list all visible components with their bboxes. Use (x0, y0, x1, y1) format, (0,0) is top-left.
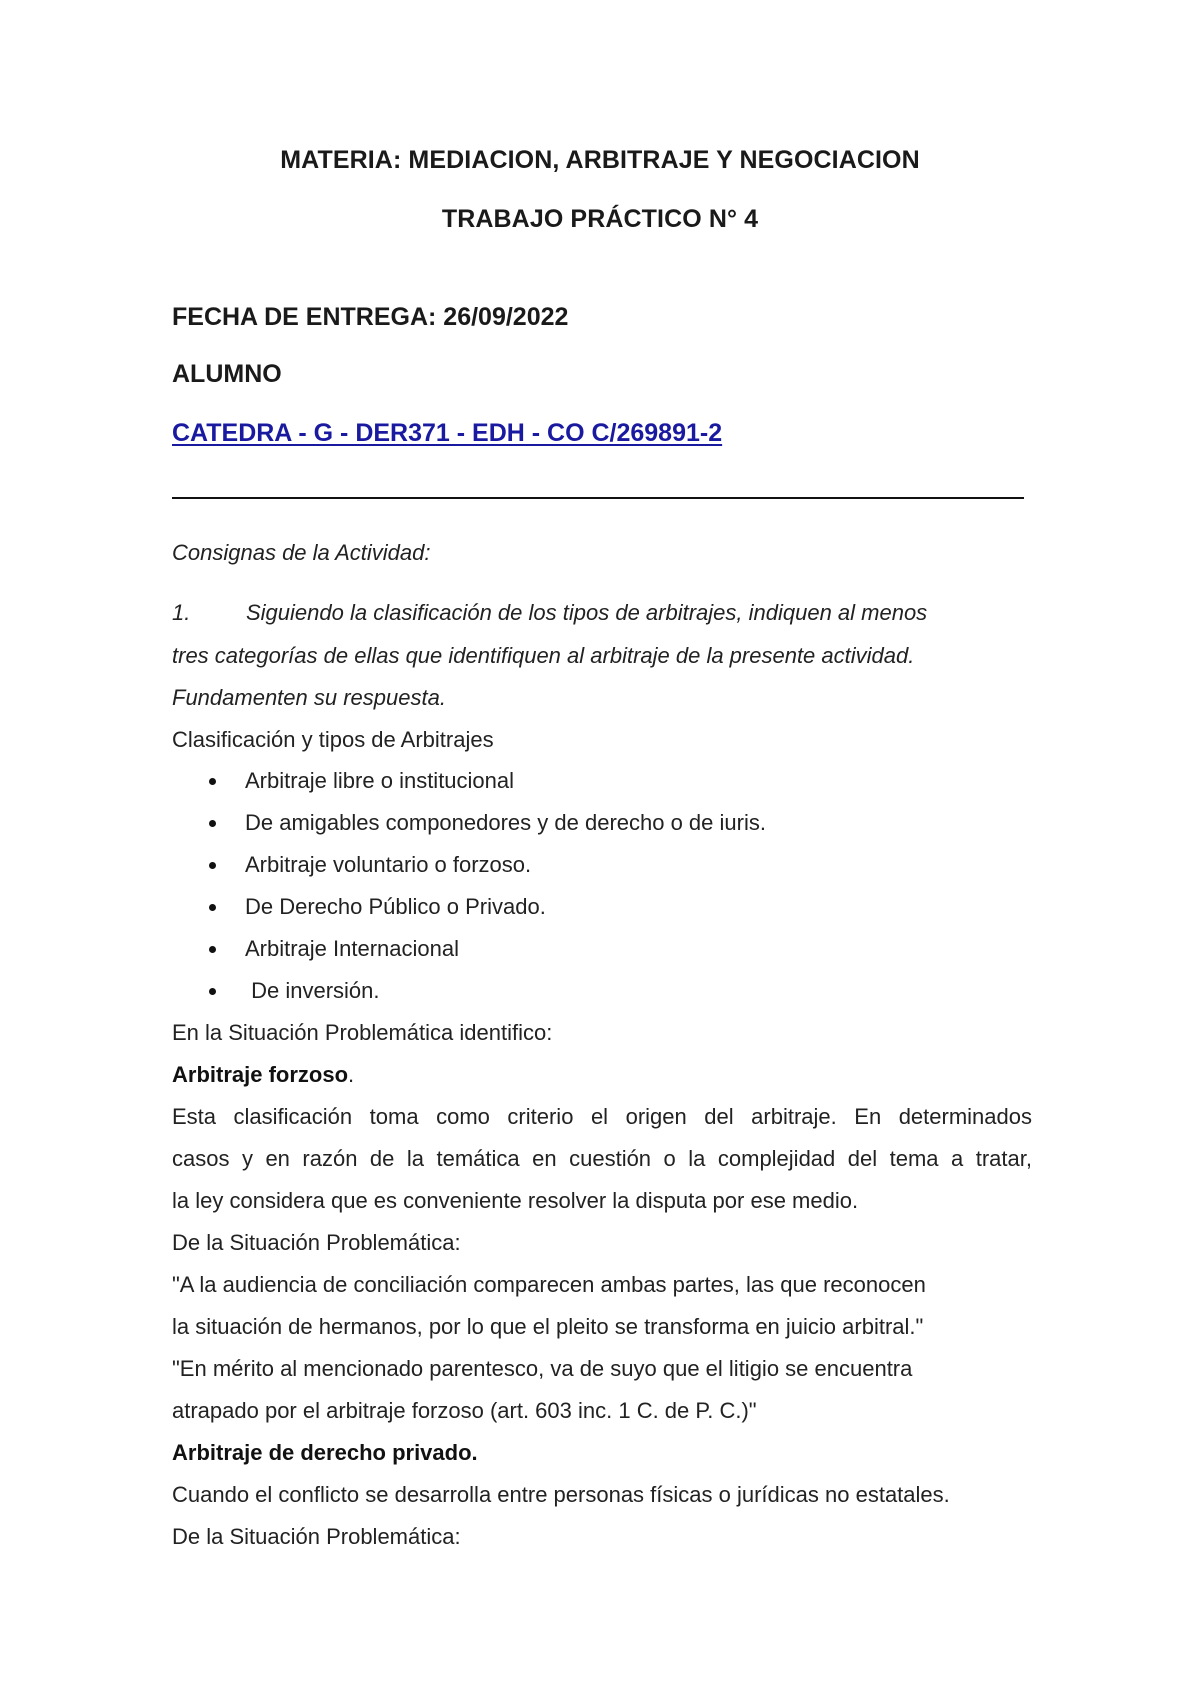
forzoso-line-1: Esta clasificación toma como criterio el origen del arbitraje. En determinados (172, 1104, 1032, 1129)
list-item-text: De inversión. (245, 978, 380, 1003)
privado-heading: Arbitraje de derecho privado. (172, 1440, 478, 1465)
list-item-text: Arbitraje Internacional (245, 936, 460, 961)
quote-1-line-1: "A la audiencia de conciliación comparecen ambas partes, las que reconocen (172, 1272, 926, 1297)
forzoso-line-2: casos y en razón de la temática en cuestión o la complejidad del tema a tratar, (172, 1146, 1032, 1171)
course-link[interactable]: CATEDRA - G - DER371 - EDH - CO C/269891-2 (172, 419, 723, 447)
quote-2-line-2: atrapado por el arbitraje forzoso (art. 603 inc. 1 C. de P. C.)" (172, 1398, 757, 1423)
forzoso-line-3: la ley considera que es conveniente resolver la disputa por ese medio. (172, 1188, 859, 1213)
situacion-label-1: De la Situación Problemática: (172, 1230, 461, 1255)
item-number: 1. (172, 600, 191, 625)
list-item-text: Arbitraje libre o institucional (245, 768, 515, 793)
forzoso-title: Arbitraje forzoso (172, 1062, 349, 1087)
bullet-icon (209, 904, 216, 911)
bullet-icon (209, 820, 216, 827)
list-item-text: De Derecho Público o Privado. (245, 894, 546, 919)
quote-1-line-2: la situación de hermanos, por lo que el pleito se transforma en juicio arbitral." (172, 1314, 924, 1339)
student-label: ALUMNO (172, 360, 282, 388)
quote-2-line-1: "En mérito al mencionado parentesco, va de suyo que el litigio se encuentra (172, 1356, 913, 1381)
subject-title: MATERIA: MEDIACION, ARBITRAJE Y NEGOCIACION (280, 146, 920, 174)
bullet-icon (209, 862, 216, 869)
consigna-line-1: Siguiendo la clasificación de los tipos de arbitrajes, indiquen al menos (246, 600, 928, 625)
situacion-intro: En la Situación Problemática identifico: (172, 1020, 553, 1045)
horizontal-divider (172, 497, 1024, 499)
clasificacion-title: Clasificación y tipos de Arbitrajes (172, 727, 494, 752)
bullet-icon (209, 988, 216, 995)
consignas-title: Consignas de la Actividad: (172, 540, 431, 565)
forzoso-heading (172, 1062, 354, 1088)
due-date: FECHA DE ENTREGA: 26/09/2022 (172, 303, 569, 331)
list-item-text: De amigables componedores y de derecho o de iuris. (245, 810, 766, 835)
privado-line-1: Cuando el conflicto se desarrolla entre personas físicas o jurídicas no estatales. (172, 1482, 950, 1507)
bullet-icon (209, 946, 216, 953)
bullet-icon (209, 778, 216, 785)
consigna-line-3: Fundamenten su respuesta. (172, 685, 446, 710)
list-item-text: Arbitraje voluntario o forzoso. (245, 852, 532, 877)
situacion-label-2: De la Situación Problemática: (172, 1524, 461, 1549)
forzoso-period: . (348, 1062, 355, 1087)
assignment-title: TRABAJO PRÁCTICO N° 4 (441, 205, 759, 233)
consigna-line-2: tres categorías de ellas que identifiquen al arbitraje de la presente actividad. (172, 643, 915, 668)
